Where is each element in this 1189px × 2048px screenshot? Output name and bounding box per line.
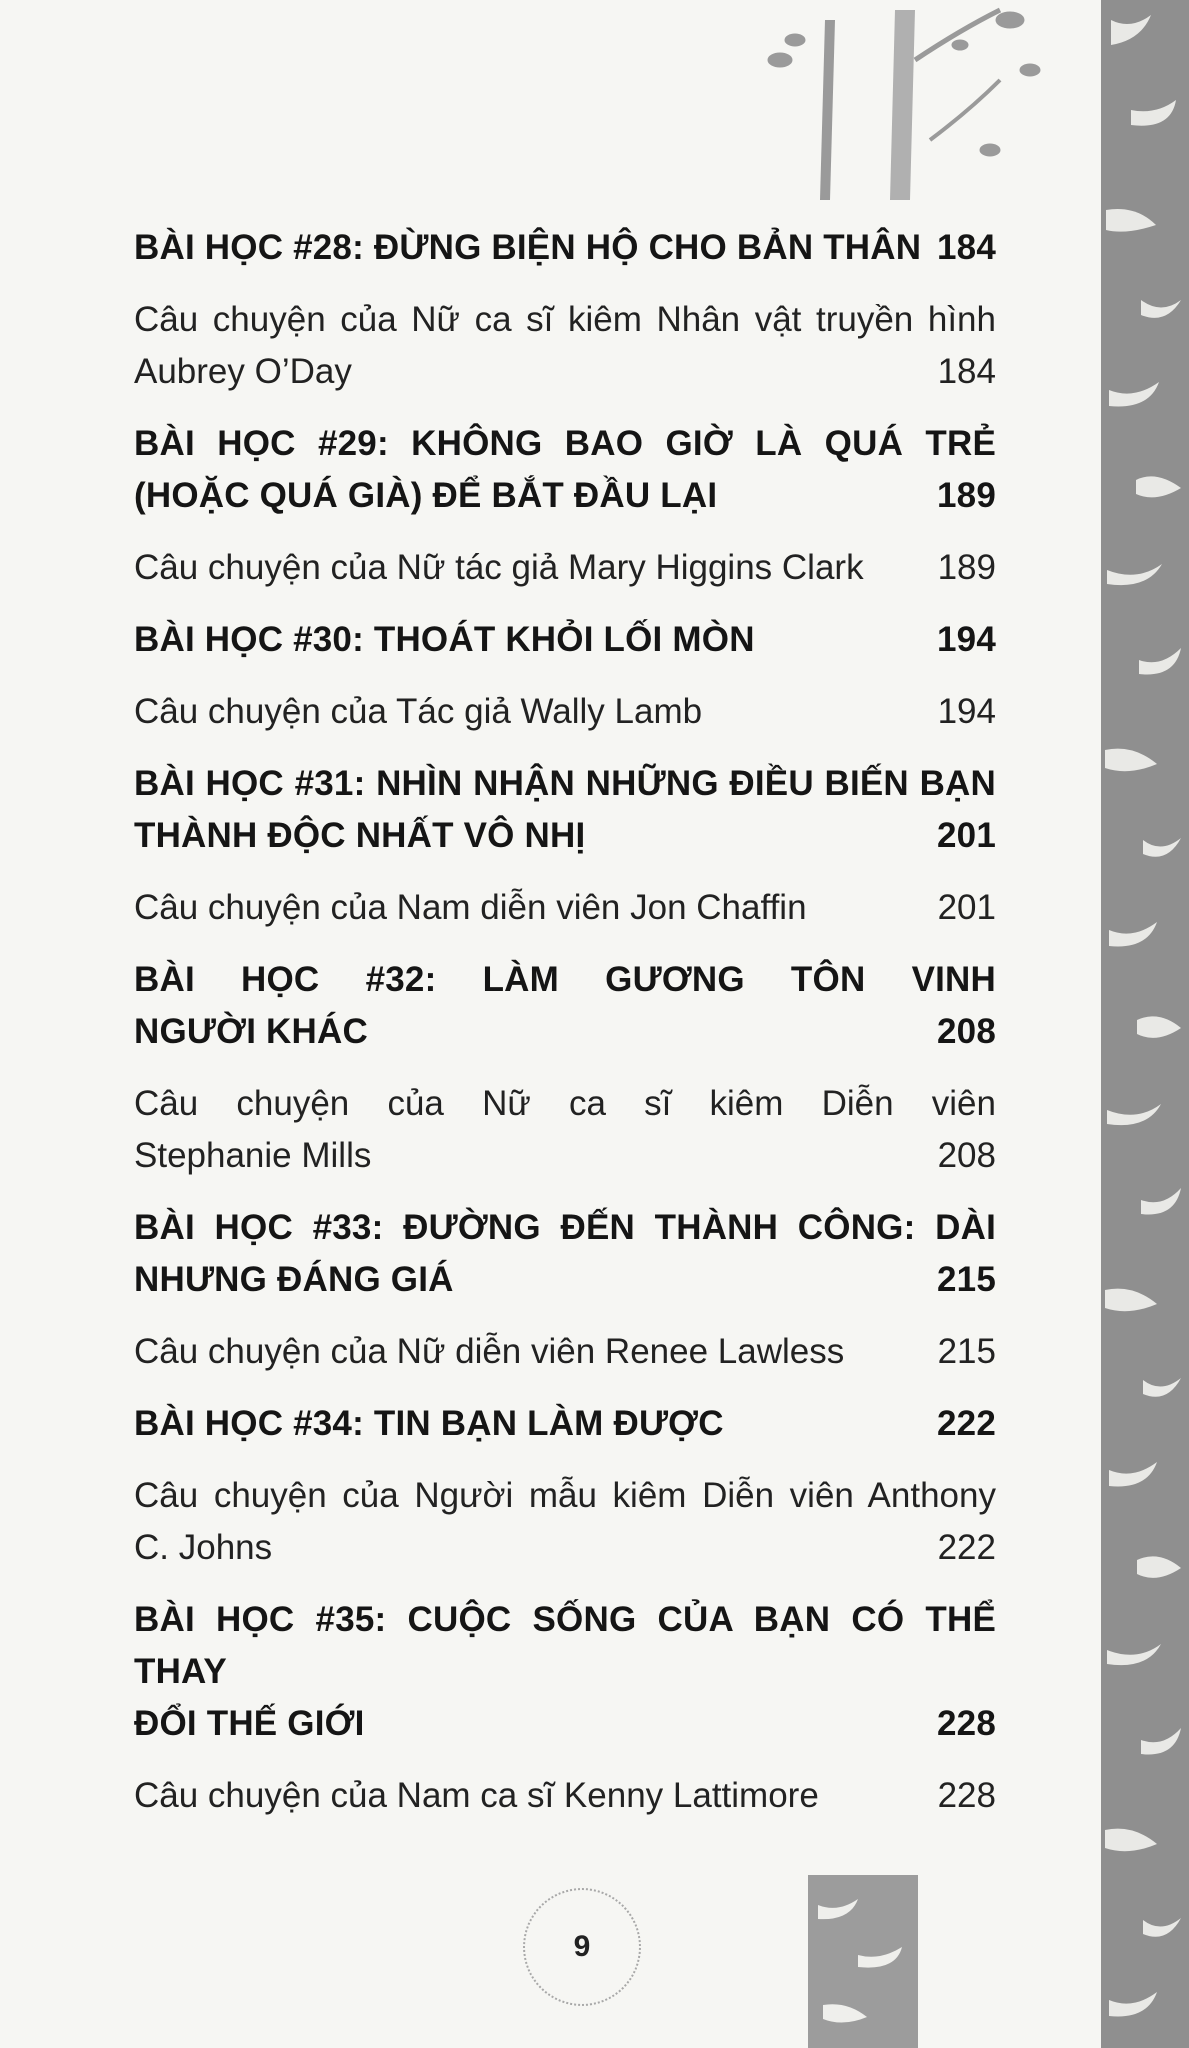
lesson-title: [134, 954, 996, 1058]
story-text: Aubrey O’Day: [134, 352, 352, 391]
page-ref: 222: [937, 1404, 996, 1443]
lesson-title: [134, 758, 996, 862]
page-number: 9: [573, 1930, 591, 1963]
lesson-text: BÀI HỌC #35: CUỘC SỐNG CỦA BẠN CÓ THỂ THAY: [134, 1600, 996, 1691]
story-text: Câu chuyện của Nữ diễn viên Renee Lawless: [134, 1332, 845, 1371]
story-text: C. Johns: [134, 1528, 273, 1567]
page-ref: 184: [937, 228, 996, 267]
lesson-text: NHƯNG ĐÁNG GIÁ: [134, 1260, 454, 1299]
page-ref: 201: [937, 888, 996, 927]
lesson-line: [134, 1398, 996, 1450]
page-ref: 208: [937, 1012, 996, 1051]
page-ref: 189: [937, 476, 996, 515]
story-line: [134, 1130, 996, 1182]
lesson-line: [134, 1254, 996, 1306]
lesson-title: [134, 1594, 996, 1750]
lesson-line: [134, 614, 996, 666]
story-text: Stephanie Mills: [134, 1136, 372, 1175]
story-title: [134, 686, 996, 738]
toc-entry: [134, 222, 996, 398]
lesson-text: BÀI HỌC #32: LÀM GƯƠNG TÔN VINH: [134, 960, 996, 999]
story-line: [134, 882, 996, 934]
lesson-line: [134, 1594, 996, 1698]
story-line: [134, 294, 996, 346]
story-line: [134, 1326, 996, 1378]
lesson-line: [134, 810, 996, 862]
toc-entry: [134, 954, 996, 1182]
story-text: Câu chuyện của Nữ tác giả Mary Higgins Clark: [134, 548, 864, 587]
story-title: [134, 294, 996, 398]
lesson-text: ĐỔI THẾ GIỚI: [134, 1704, 365, 1743]
toc-entry: [134, 758, 996, 934]
branch-illustration: [700, 0, 1080, 200]
toc-entry: [134, 614, 996, 738]
lesson-line: [134, 1698, 996, 1750]
page-ref: 228: [937, 1776, 996, 1815]
page-ref: 201: [937, 816, 996, 855]
lesson-title: [134, 1398, 996, 1450]
page-ref: 184: [937, 352, 996, 391]
story-line: [134, 1470, 996, 1522]
lesson-line: [134, 222, 996, 274]
table-of-contents: [134, 222, 996, 1822]
toc-entry: [134, 418, 996, 594]
page-number-badge: [523, 1888, 641, 2006]
page-ref: 194: [937, 620, 996, 659]
toc-entry: [134, 1398, 996, 1574]
lesson-line: [134, 954, 996, 1006]
lesson-title: [134, 418, 996, 522]
lesson-text: THÀNH ĐỘC NHẤT VÔ NHỊ: [134, 816, 586, 855]
lesson-text: BÀI HỌC #31: NHÌN NHẬN NHỮNG ĐIỀU BIẾN BẠN: [134, 764, 996, 803]
story-line: [134, 346, 996, 398]
story-line: [134, 686, 996, 738]
lesson-title: [134, 222, 996, 274]
lesson-line: [134, 470, 996, 522]
toc-entry: [134, 1202, 996, 1378]
story-title: [134, 1078, 996, 1182]
story-text: Câu chuyện của Nữ ca sĩ kiêm Diễn viên: [134, 1084, 996, 1123]
story-line: [134, 542, 996, 594]
story-title: [134, 542, 996, 594]
story-text: Câu chuyện của Nam diễn viên Jon Chaffin: [134, 888, 807, 927]
bottom-bark-illustration: [808, 1875, 1018, 2048]
story-line: [134, 1522, 996, 1574]
bark-pattern-icon: [1101, 0, 1189, 2048]
story-title: [134, 1470, 996, 1574]
lesson-title: [134, 1202, 996, 1306]
story-title: [134, 1770, 996, 1822]
lesson-line: [134, 758, 996, 810]
story-text: Câu chuyện của Tác giả Wally Lamb: [134, 692, 703, 731]
story-line: [134, 1770, 996, 1822]
lesson-text: NGƯỜI KHÁC: [134, 1012, 368, 1051]
page-ref: 215: [937, 1332, 996, 1371]
story-text: Câu chuyện của Người mẫu kiêm Diễn viên Anthony: [134, 1476, 996, 1515]
lesson-text: BÀI HỌC #29: KHÔNG BAO GIỜ LÀ QUÁ TRẺ: [134, 424, 996, 463]
page-ref: 222: [937, 1528, 996, 1567]
page-ref: 194: [937, 692, 996, 731]
story-title: [134, 1326, 996, 1378]
lesson-text: BÀI HỌC #33: ĐƯỜNG ĐẾN THÀNH CÔNG: DÀI: [134, 1208, 996, 1247]
toc-entry: [134, 1594, 996, 1822]
lesson-line: [134, 1202, 996, 1254]
lesson-line: [134, 1006, 996, 1058]
page-ref: 228: [937, 1704, 996, 1743]
lesson-text: BÀI HỌC #34: TIN BẠN LÀM ĐƯỢC: [134, 1404, 724, 1443]
story-text: Câu chuyện của Nữ ca sĩ kiêm Nhân vật truyền hình: [134, 300, 996, 339]
page-ref: 215: [937, 1260, 996, 1299]
lesson-title: [134, 614, 996, 666]
decorative-side-strip: [1101, 0, 1189, 2048]
story-title: [134, 882, 996, 934]
page-ref: 208: [937, 1136, 996, 1175]
story-text: Câu chuyện của Nam ca sĩ Kenny Lattimore: [134, 1776, 819, 1815]
story-line: [134, 1078, 996, 1130]
page-ref: 189: [937, 548, 996, 587]
lesson-text: BÀI HỌC #30: THOÁT KHỎI LỐI MÒN: [134, 620, 755, 659]
lesson-text: (HOẶC QUÁ GIÀ) ĐỂ BẮT ĐẦU LẠI: [134, 476, 718, 515]
lesson-text: BÀI HỌC #28: ĐỪNG BIỆN HỘ CHO BẢN THÂN: [134, 228, 922, 267]
lesson-line: [134, 418, 996, 470]
